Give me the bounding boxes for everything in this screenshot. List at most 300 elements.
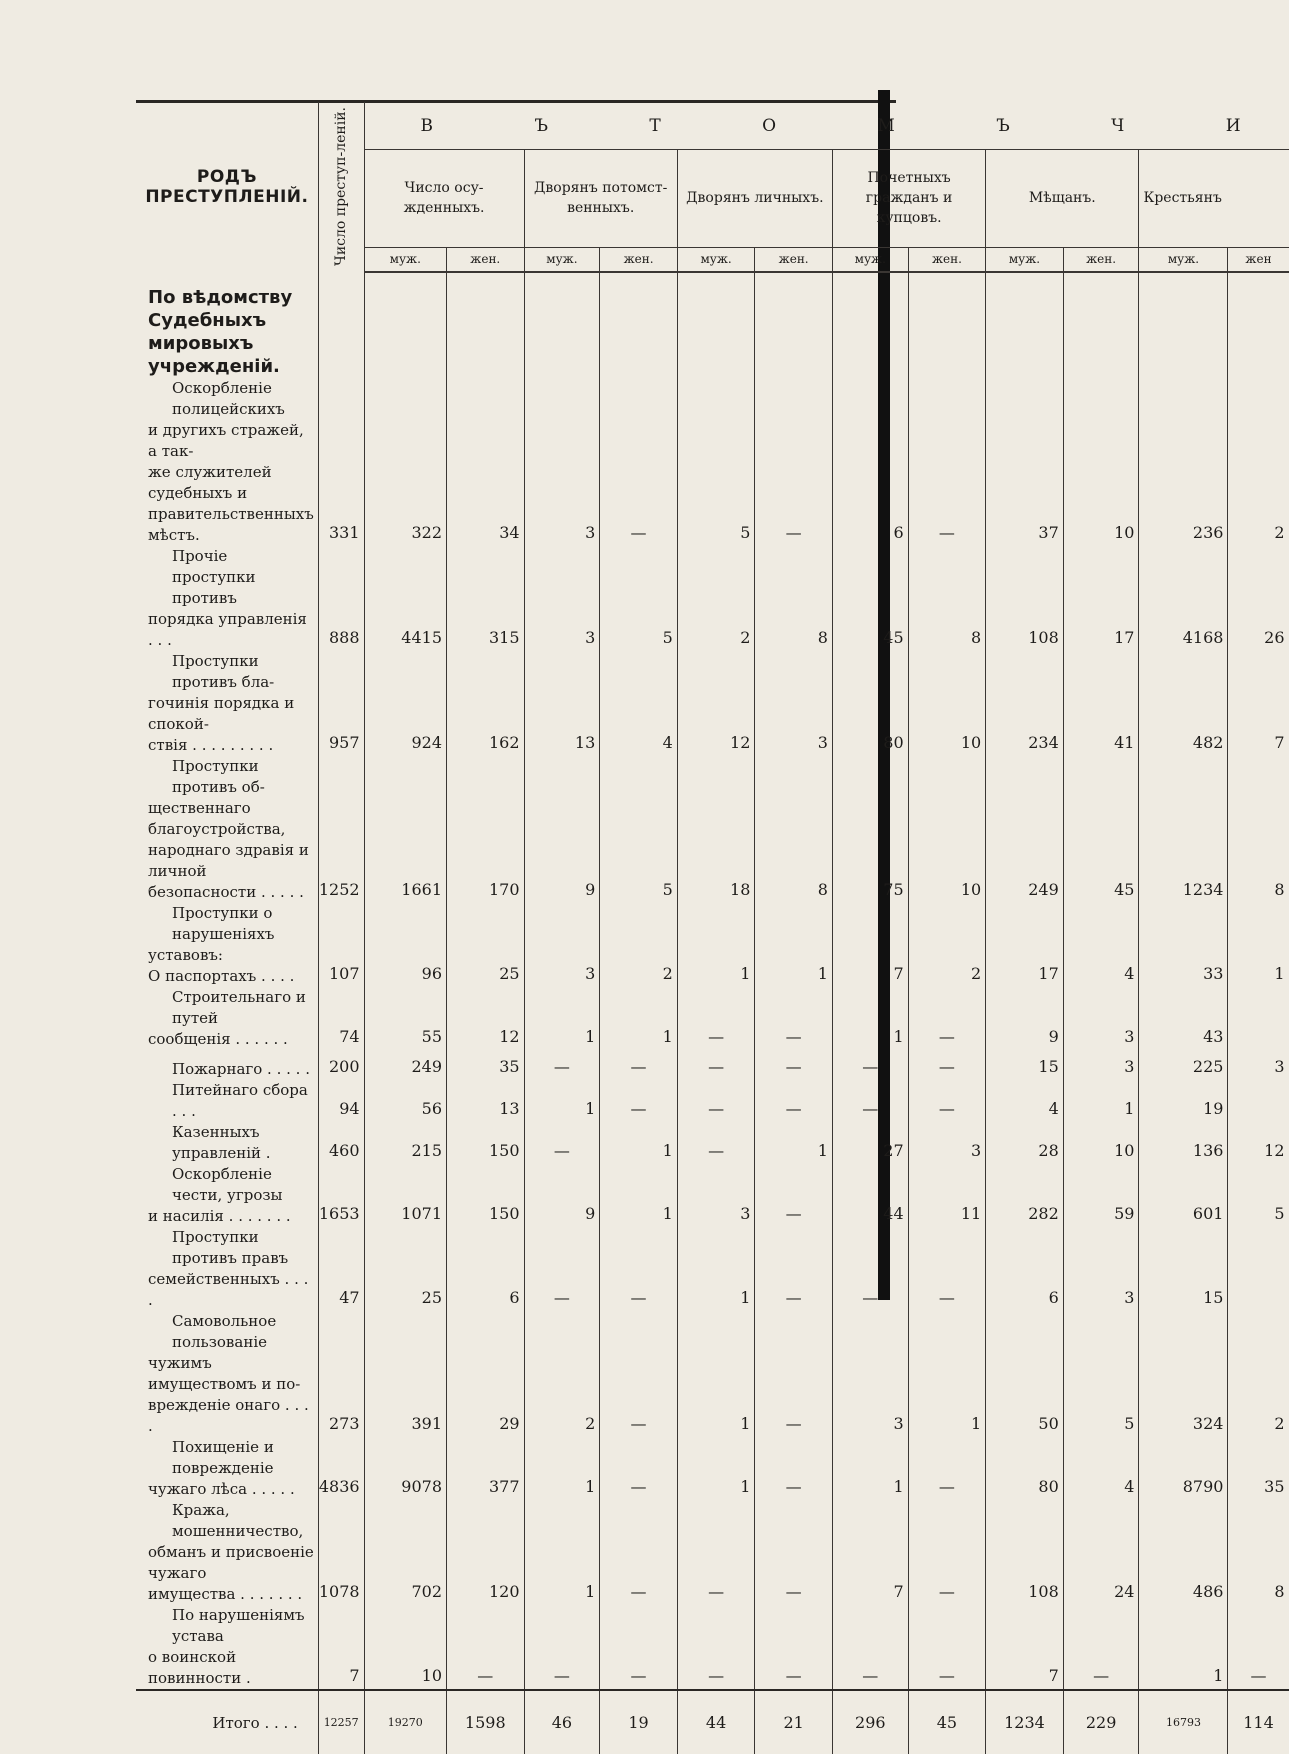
value-cell: 9078 xyxy=(364,1437,446,1500)
value-cell: 17 xyxy=(1063,546,1139,651)
value-cell: 13 xyxy=(524,651,600,756)
value-cell: 108 xyxy=(986,546,1064,651)
total-value: 114 xyxy=(1228,1690,1289,1754)
value-cell: 215 xyxy=(364,1122,446,1164)
value-cell: 1 xyxy=(677,1227,755,1311)
male-subheader: муж. xyxy=(364,247,446,272)
value-cell: 6 xyxy=(986,1227,1064,1311)
crime-label-line: народнаго здравія и личной xyxy=(148,841,309,880)
value-cell: 35 xyxy=(1228,1437,1289,1500)
value-cell: 94 xyxy=(318,1080,364,1122)
value-cell: 1 xyxy=(524,1500,600,1605)
male-subheader: муж. xyxy=(832,247,908,272)
value-cell: 15 xyxy=(1139,1227,1228,1311)
value-cell: 3 xyxy=(1063,1050,1139,1080)
value-cell: 25 xyxy=(364,1227,446,1311)
value-cell: 107 xyxy=(318,903,364,987)
value-cell: 10 xyxy=(364,1605,446,1690)
value-cell: 4168 xyxy=(1139,546,1228,651)
value-cell: 10 xyxy=(1063,378,1139,546)
total-value: 21 xyxy=(755,1690,833,1754)
total-value: 229 xyxy=(1063,1690,1139,1754)
value-cell: 4836 xyxy=(318,1437,364,1500)
value-cell: 35 xyxy=(447,1050,525,1080)
crime-label-line: имущества . . . . . . . xyxy=(148,1585,303,1603)
crime-label-line: врежденіе онаго . . . . xyxy=(148,1396,309,1435)
total-value: 296 xyxy=(832,1690,908,1754)
value-cell: 10 xyxy=(908,756,986,903)
value-cell: 10 xyxy=(908,651,986,756)
value-cell: 2 xyxy=(677,546,755,651)
crime-label xyxy=(136,1311,318,1437)
value-cell: 1 xyxy=(677,1437,755,1500)
value-cell: 249 xyxy=(986,756,1064,903)
value-cell: 5 xyxy=(677,378,755,546)
value-cell: — xyxy=(908,1050,986,1080)
value-cell xyxy=(1228,1080,1289,1122)
value-cell: 25 xyxy=(447,903,525,987)
value-cell: 11 xyxy=(908,1164,986,1227)
in-that-number-header: В Ъ Т О М Ъ Ч И xyxy=(364,102,1288,150)
crime-label xyxy=(136,1080,318,1122)
value-cell: 1 xyxy=(755,903,833,987)
table-row xyxy=(136,1605,1289,1690)
value-cell: 5 xyxy=(600,546,678,651)
table-row xyxy=(136,1437,1289,1500)
crime-statistics-table xyxy=(136,102,1289,1754)
value-cell: 50 xyxy=(986,1311,1064,1437)
value-cell: — xyxy=(908,1437,986,1500)
value-cell: 162 xyxy=(447,651,525,756)
value-cell: 1 xyxy=(1063,1080,1139,1122)
female-subheader: жен. xyxy=(447,247,525,272)
value-cell: 324 xyxy=(1139,1311,1228,1437)
value-cell: 1 xyxy=(908,1311,986,1437)
value-cell: — xyxy=(677,1122,755,1164)
value-cell: 1 xyxy=(600,987,678,1050)
value-cell: 19 xyxy=(1139,1080,1228,1122)
value-cell: — xyxy=(908,987,986,1050)
female-subheader: жен. xyxy=(600,247,678,272)
value-cell: 1 xyxy=(524,1080,600,1122)
num-crimes-header-text: Число преступ-леній. xyxy=(333,107,350,267)
table-row xyxy=(136,1080,1289,1122)
value-cell: 170 xyxy=(447,756,525,903)
value-cell: — xyxy=(832,1605,908,1690)
group-honorary-citizens: Почетныхъ гражданъ и купцовъ. xyxy=(832,150,985,247)
value-cell: 3 xyxy=(1063,987,1139,1050)
value-cell: 1 xyxy=(832,987,908,1050)
crime-label-line: Проступки о нарушеніяхъ xyxy=(172,904,275,943)
crime-label-line: Казенныхъ управленій . xyxy=(172,1123,271,1162)
group-peasants: Крестьянъ xyxy=(1139,150,1289,247)
table-row xyxy=(136,987,1289,1050)
crime-label-line: Похищеніе и поврежденіе xyxy=(172,1438,274,1477)
value-cell: 5 xyxy=(1228,1164,1289,1227)
crime-label-line: и насилія . . . . . . . xyxy=(148,1207,291,1225)
value-cell: — xyxy=(1063,1605,1139,1690)
value-cell: 108 xyxy=(986,1500,1064,1605)
crime-label-line: сообщенія . . . . . . xyxy=(148,1030,288,1048)
female-subheader: жен xyxy=(1228,247,1289,272)
value-cell: 482 xyxy=(1139,651,1228,756)
value-cell: — xyxy=(600,1050,678,1080)
value-cell: 3 xyxy=(1063,1227,1139,1311)
value-cell: — xyxy=(755,1311,833,1437)
crime-label-line: семейственныхъ . . . . xyxy=(148,1270,309,1309)
group-burghers: Мѣщанъ. xyxy=(986,150,1139,247)
table-row xyxy=(136,756,1289,903)
num-crimes-header xyxy=(318,102,364,272)
value-cell: 10 xyxy=(1063,1122,1139,1164)
value-cell: — xyxy=(600,1605,678,1690)
value-cell: — xyxy=(755,1605,833,1690)
female-subheader: жен. xyxy=(755,247,833,272)
value-cell: 80 xyxy=(986,1437,1064,1500)
value-cell: — xyxy=(677,1500,755,1605)
value-cell: 331 xyxy=(318,378,364,546)
table-row xyxy=(136,546,1289,651)
crime-label-line: Пожарнаго . . . . . xyxy=(172,1060,310,1078)
value-cell: — xyxy=(832,1227,908,1311)
value-cell: 8 xyxy=(755,546,833,651)
crime-label-line: Проступки противъ об- xyxy=(172,757,265,796)
value-cell: 3 xyxy=(524,378,600,546)
value-cell: — xyxy=(677,987,755,1050)
section-title xyxy=(136,272,318,378)
value-cell: 45 xyxy=(832,546,908,651)
crime-label xyxy=(136,1500,318,1605)
value-cell: — xyxy=(755,378,833,546)
total-value: 19270 xyxy=(364,1690,446,1754)
value-cell: 1252 xyxy=(318,756,364,903)
group-personal-nobles: Дворянъ личныхъ. xyxy=(677,150,832,247)
value-cell: — xyxy=(600,1437,678,1500)
value-cell: 45 xyxy=(1063,756,1139,903)
value-cell: 12 xyxy=(447,987,525,1050)
value-cell: 460 xyxy=(318,1122,364,1164)
value-cell: 136 xyxy=(1139,1122,1228,1164)
total-value: 16793 xyxy=(1139,1690,1228,1754)
value-cell: 249 xyxy=(364,1050,446,1080)
table-row xyxy=(136,1311,1289,1437)
crime-label xyxy=(136,1050,318,1080)
value-cell: 7 xyxy=(318,1605,364,1690)
table-row xyxy=(136,1227,1289,1311)
value-cell: 33 xyxy=(1139,903,1228,987)
crime-label xyxy=(136,1164,318,1227)
value-cell: 13 xyxy=(447,1080,525,1122)
crime-label xyxy=(136,903,318,987)
value-cell: 1 xyxy=(600,1164,678,1227)
crime-label-line: Оскорбленіе чести, угрозы xyxy=(172,1165,283,1204)
value-cell: — xyxy=(908,1605,986,1690)
section-title-text: По вѣдомству Судебныхъ мировыхъ учрежденій. xyxy=(148,287,293,377)
value-cell: — xyxy=(524,1605,600,1690)
value-cell: 1 xyxy=(524,987,600,1050)
value-cell: — xyxy=(524,1227,600,1311)
value-cell: 44 xyxy=(832,1164,908,1227)
value-cell: 315 xyxy=(447,546,525,651)
value-cell: 8 xyxy=(1228,756,1289,903)
value-cell: 2 xyxy=(1228,378,1289,546)
value-cell: — xyxy=(447,1605,525,1690)
value-cell: 225 xyxy=(1139,1050,1228,1080)
value-cell: 120 xyxy=(447,1500,525,1605)
value-cell: 28 xyxy=(986,1122,1064,1164)
value-cell: 56 xyxy=(364,1080,446,1122)
value-cell: 7 xyxy=(832,1500,908,1605)
total-row xyxy=(136,1690,1289,1754)
crime-label-line: порядка управленія . . . xyxy=(148,610,307,649)
crime-label-line: Самовольное пользованіе xyxy=(172,1312,277,1351)
value-cell: — xyxy=(755,1500,833,1605)
female-subheader: жен. xyxy=(1063,247,1139,272)
value-cell: 26 xyxy=(1228,546,1289,651)
crime-label xyxy=(136,378,318,546)
crime-label xyxy=(136,546,318,651)
value-cell: 74 xyxy=(318,987,364,1050)
total-value: 45 xyxy=(908,1690,986,1754)
value-cell: 4 xyxy=(986,1080,1064,1122)
crime-label xyxy=(136,1605,318,1690)
total-value: 19 xyxy=(600,1690,678,1754)
table-body xyxy=(136,272,1289,1754)
value-cell: 8 xyxy=(1228,1500,1289,1605)
value-cell: 15 xyxy=(986,1050,1064,1080)
crime-label xyxy=(136,1122,318,1164)
value-cell: 1 xyxy=(832,1437,908,1500)
value-cell: 1 xyxy=(677,903,755,987)
value-cell: 59 xyxy=(1063,1164,1139,1227)
crime-label-line: Проступки противъ правъ xyxy=(172,1228,289,1267)
value-cell: 1 xyxy=(600,1122,678,1164)
crime-label-line: и другихъ стражей, а так- xyxy=(148,421,304,460)
value-cell: 43 xyxy=(1139,987,1228,1050)
value-cell: 29 xyxy=(447,1311,525,1437)
table-row xyxy=(136,378,1289,546)
group-hereditary-nobles: Дворянъ потомст-венныхъ. xyxy=(524,150,677,247)
total-label: Итого . . . . xyxy=(136,1690,318,1754)
male-subheader: муж. xyxy=(677,247,755,272)
value-cell: 47 xyxy=(318,1227,364,1311)
value-cell: 4415 xyxy=(364,546,446,651)
total-value: 12257 xyxy=(318,1690,364,1754)
value-cell xyxy=(1228,1227,1289,1311)
crime-label-line: гочинія порядка и спокой- xyxy=(148,694,295,733)
value-cell: 1661 xyxy=(364,756,446,903)
female-subheader: жен. xyxy=(908,247,986,272)
value-cell: 150 xyxy=(447,1122,525,1164)
value-cell: 4 xyxy=(600,651,678,756)
crime-label-line: правительственныхъ мѣстъ. xyxy=(148,505,314,544)
table-row xyxy=(136,1050,1289,1080)
crime-label-line: О паспортахъ . . . . xyxy=(148,967,295,985)
table-row xyxy=(136,1500,1289,1605)
crime-label-line: Кража, мошенничество, xyxy=(172,1501,304,1540)
crime-label-line: ствія . . . . . . . . . xyxy=(148,736,274,754)
value-cell: — xyxy=(832,1080,908,1122)
value-cell: 1 xyxy=(1228,903,1289,987)
value-cell: 17 xyxy=(986,903,1064,987)
crime-label-line: щественнаго благоустройства, xyxy=(148,799,286,838)
male-subheader: муж. xyxy=(524,247,600,272)
value-cell: 282 xyxy=(986,1164,1064,1227)
value-cell: 8790 xyxy=(1139,1437,1228,1500)
crime-label-line: Прочіе проступки противъ xyxy=(172,547,256,607)
value-cell: 7 xyxy=(1228,651,1289,756)
total-value: 1598 xyxy=(447,1690,525,1754)
value-cell: — xyxy=(832,1050,908,1080)
value-cell: — xyxy=(755,1164,833,1227)
value-cell: 5 xyxy=(1063,1311,1139,1437)
value-cell: 1234 xyxy=(1139,756,1228,903)
crime-label-line: чужаго лѣса . . . . . xyxy=(148,1480,295,1498)
crime-label xyxy=(136,651,318,756)
value-cell: 2 xyxy=(600,903,678,987)
value-cell: — xyxy=(677,1050,755,1080)
crime-label-line: Оскорбленіе полицейскихъ xyxy=(172,379,285,418)
table-row xyxy=(136,651,1289,756)
crime-label-line: же служителей судебныхъ и xyxy=(148,463,272,502)
value-cell: — xyxy=(600,1080,678,1122)
value-cell: 96 xyxy=(364,903,446,987)
value-cell: — xyxy=(524,1050,600,1080)
value-cell: 7 xyxy=(832,903,908,987)
value-cell: 924 xyxy=(364,651,446,756)
value-cell: — xyxy=(600,1311,678,1437)
value-cell: 24 xyxy=(1063,1500,1139,1605)
value-cell: — xyxy=(908,1080,986,1122)
section-row xyxy=(136,272,1289,378)
value-cell: 377 xyxy=(447,1437,525,1500)
value-cell: 8 xyxy=(908,546,986,651)
value-cell: 18 xyxy=(677,756,755,903)
value-cell: 2 xyxy=(908,903,986,987)
value-cell: 55 xyxy=(364,987,446,1050)
value-cell: 3 xyxy=(524,546,600,651)
value-cell: 41 xyxy=(1063,651,1139,756)
value-cell: 486 xyxy=(1139,1500,1228,1605)
value-cell: 75 xyxy=(832,756,908,903)
value-cell: 8 xyxy=(755,756,833,903)
group-convicted: Число осу-жденныхъ. xyxy=(364,150,524,247)
value-cell: — xyxy=(755,1437,833,1500)
male-subheader: муж. xyxy=(986,247,1064,272)
value-cell: 1071 xyxy=(364,1164,446,1227)
value-cell: 1 xyxy=(1139,1605,1228,1690)
value-cell: 3 xyxy=(524,903,600,987)
value-cell: 391 xyxy=(364,1311,446,1437)
table-row xyxy=(136,1164,1289,1227)
crime-type-header: РОДЪ ПРЕСТУПЛЕНІЙ. xyxy=(145,167,309,207)
value-cell: 236 xyxy=(1139,378,1228,546)
value-cell: 3 xyxy=(677,1164,755,1227)
value-cell: 9 xyxy=(986,987,1064,1050)
crime-label-line: уставовъ: xyxy=(148,946,223,964)
value-cell: 6 xyxy=(447,1227,525,1311)
value-cell: — xyxy=(908,1500,986,1605)
value-cell: — xyxy=(677,1080,755,1122)
crime-label-line: Строительнаго и путей xyxy=(172,988,306,1027)
value-cell: 5 xyxy=(600,756,678,903)
value-cell: 12 xyxy=(1228,1122,1289,1164)
total-value: 1234 xyxy=(986,1690,1064,1754)
crime-label xyxy=(136,987,318,1050)
value-cell: — xyxy=(755,987,833,1050)
value-cell: — xyxy=(677,1605,755,1690)
value-cell: — xyxy=(600,1227,678,1311)
crime-label-line: чужимъ имуществомъ и по- xyxy=(148,1354,301,1393)
table-row xyxy=(136,903,1289,987)
value-cell: 1 xyxy=(677,1311,755,1437)
crime-label xyxy=(136,1437,318,1500)
value-cell: 150 xyxy=(447,1164,525,1227)
value-cell: 80 xyxy=(832,651,908,756)
value-cell: 957 xyxy=(318,651,364,756)
crime-label-line: Питейнаго сбора . . . xyxy=(172,1081,308,1120)
value-cell: 34 xyxy=(447,378,525,546)
value-cell: — xyxy=(755,1227,833,1311)
value-cell: — xyxy=(600,1500,678,1605)
value-cell: 3 xyxy=(1228,1050,1289,1080)
value-cell: 2 xyxy=(1228,1311,1289,1437)
value-cell: — xyxy=(600,378,678,546)
value-cell: 1 xyxy=(524,1437,600,1500)
value-cell: 4 xyxy=(1063,903,1139,987)
value-cell: 7 xyxy=(986,1605,1064,1690)
value-cell: — xyxy=(755,1050,833,1080)
crime-label xyxy=(136,1227,318,1311)
value-cell: — xyxy=(524,1122,600,1164)
value-cell: — xyxy=(908,1227,986,1311)
total-value: 46 xyxy=(524,1690,600,1754)
value-cell: 601 xyxy=(1139,1164,1228,1227)
value-cell: 2 xyxy=(524,1311,600,1437)
value-cell: 273 xyxy=(318,1311,364,1437)
value-cell: 702 xyxy=(364,1500,446,1605)
value-cell: 1078 xyxy=(318,1500,364,1605)
value-cell: 234 xyxy=(986,651,1064,756)
table-row xyxy=(136,1122,1289,1164)
value-cell: 322 xyxy=(364,378,446,546)
crime-label-line: о воинской повинности . xyxy=(148,1648,251,1687)
value-cell xyxy=(1228,987,1289,1050)
value-cell: — xyxy=(755,1080,833,1122)
value-cell: 200 xyxy=(318,1050,364,1080)
value-cell: 9 xyxy=(524,756,600,903)
value-cell: 6 xyxy=(832,378,908,546)
total-value: 44 xyxy=(677,1690,755,1754)
value-cell: 27 xyxy=(832,1122,908,1164)
value-cell: 3 xyxy=(755,651,833,756)
value-cell: 3 xyxy=(832,1311,908,1437)
crime-label-line: безопасности . . . . . xyxy=(148,883,304,901)
value-cell: 9 xyxy=(524,1164,600,1227)
crime-label-line: Проступки противъ бла- xyxy=(172,652,275,691)
value-cell: 3 xyxy=(908,1122,986,1164)
crime-label-line: По нарушеніямъ устава xyxy=(172,1606,305,1645)
value-cell: 4 xyxy=(1063,1437,1139,1500)
value-cell: 1653 xyxy=(318,1164,364,1227)
value-cell: — xyxy=(1228,1605,1289,1690)
male-subheader: муж. xyxy=(1139,247,1228,272)
value-cell: 1 xyxy=(755,1122,833,1164)
crime-label-line: обманъ и присвоеніе чужаго xyxy=(148,1543,314,1582)
crime-label xyxy=(136,756,318,903)
value-cell: 12 xyxy=(677,651,755,756)
value-cell: 37 xyxy=(986,378,1064,546)
